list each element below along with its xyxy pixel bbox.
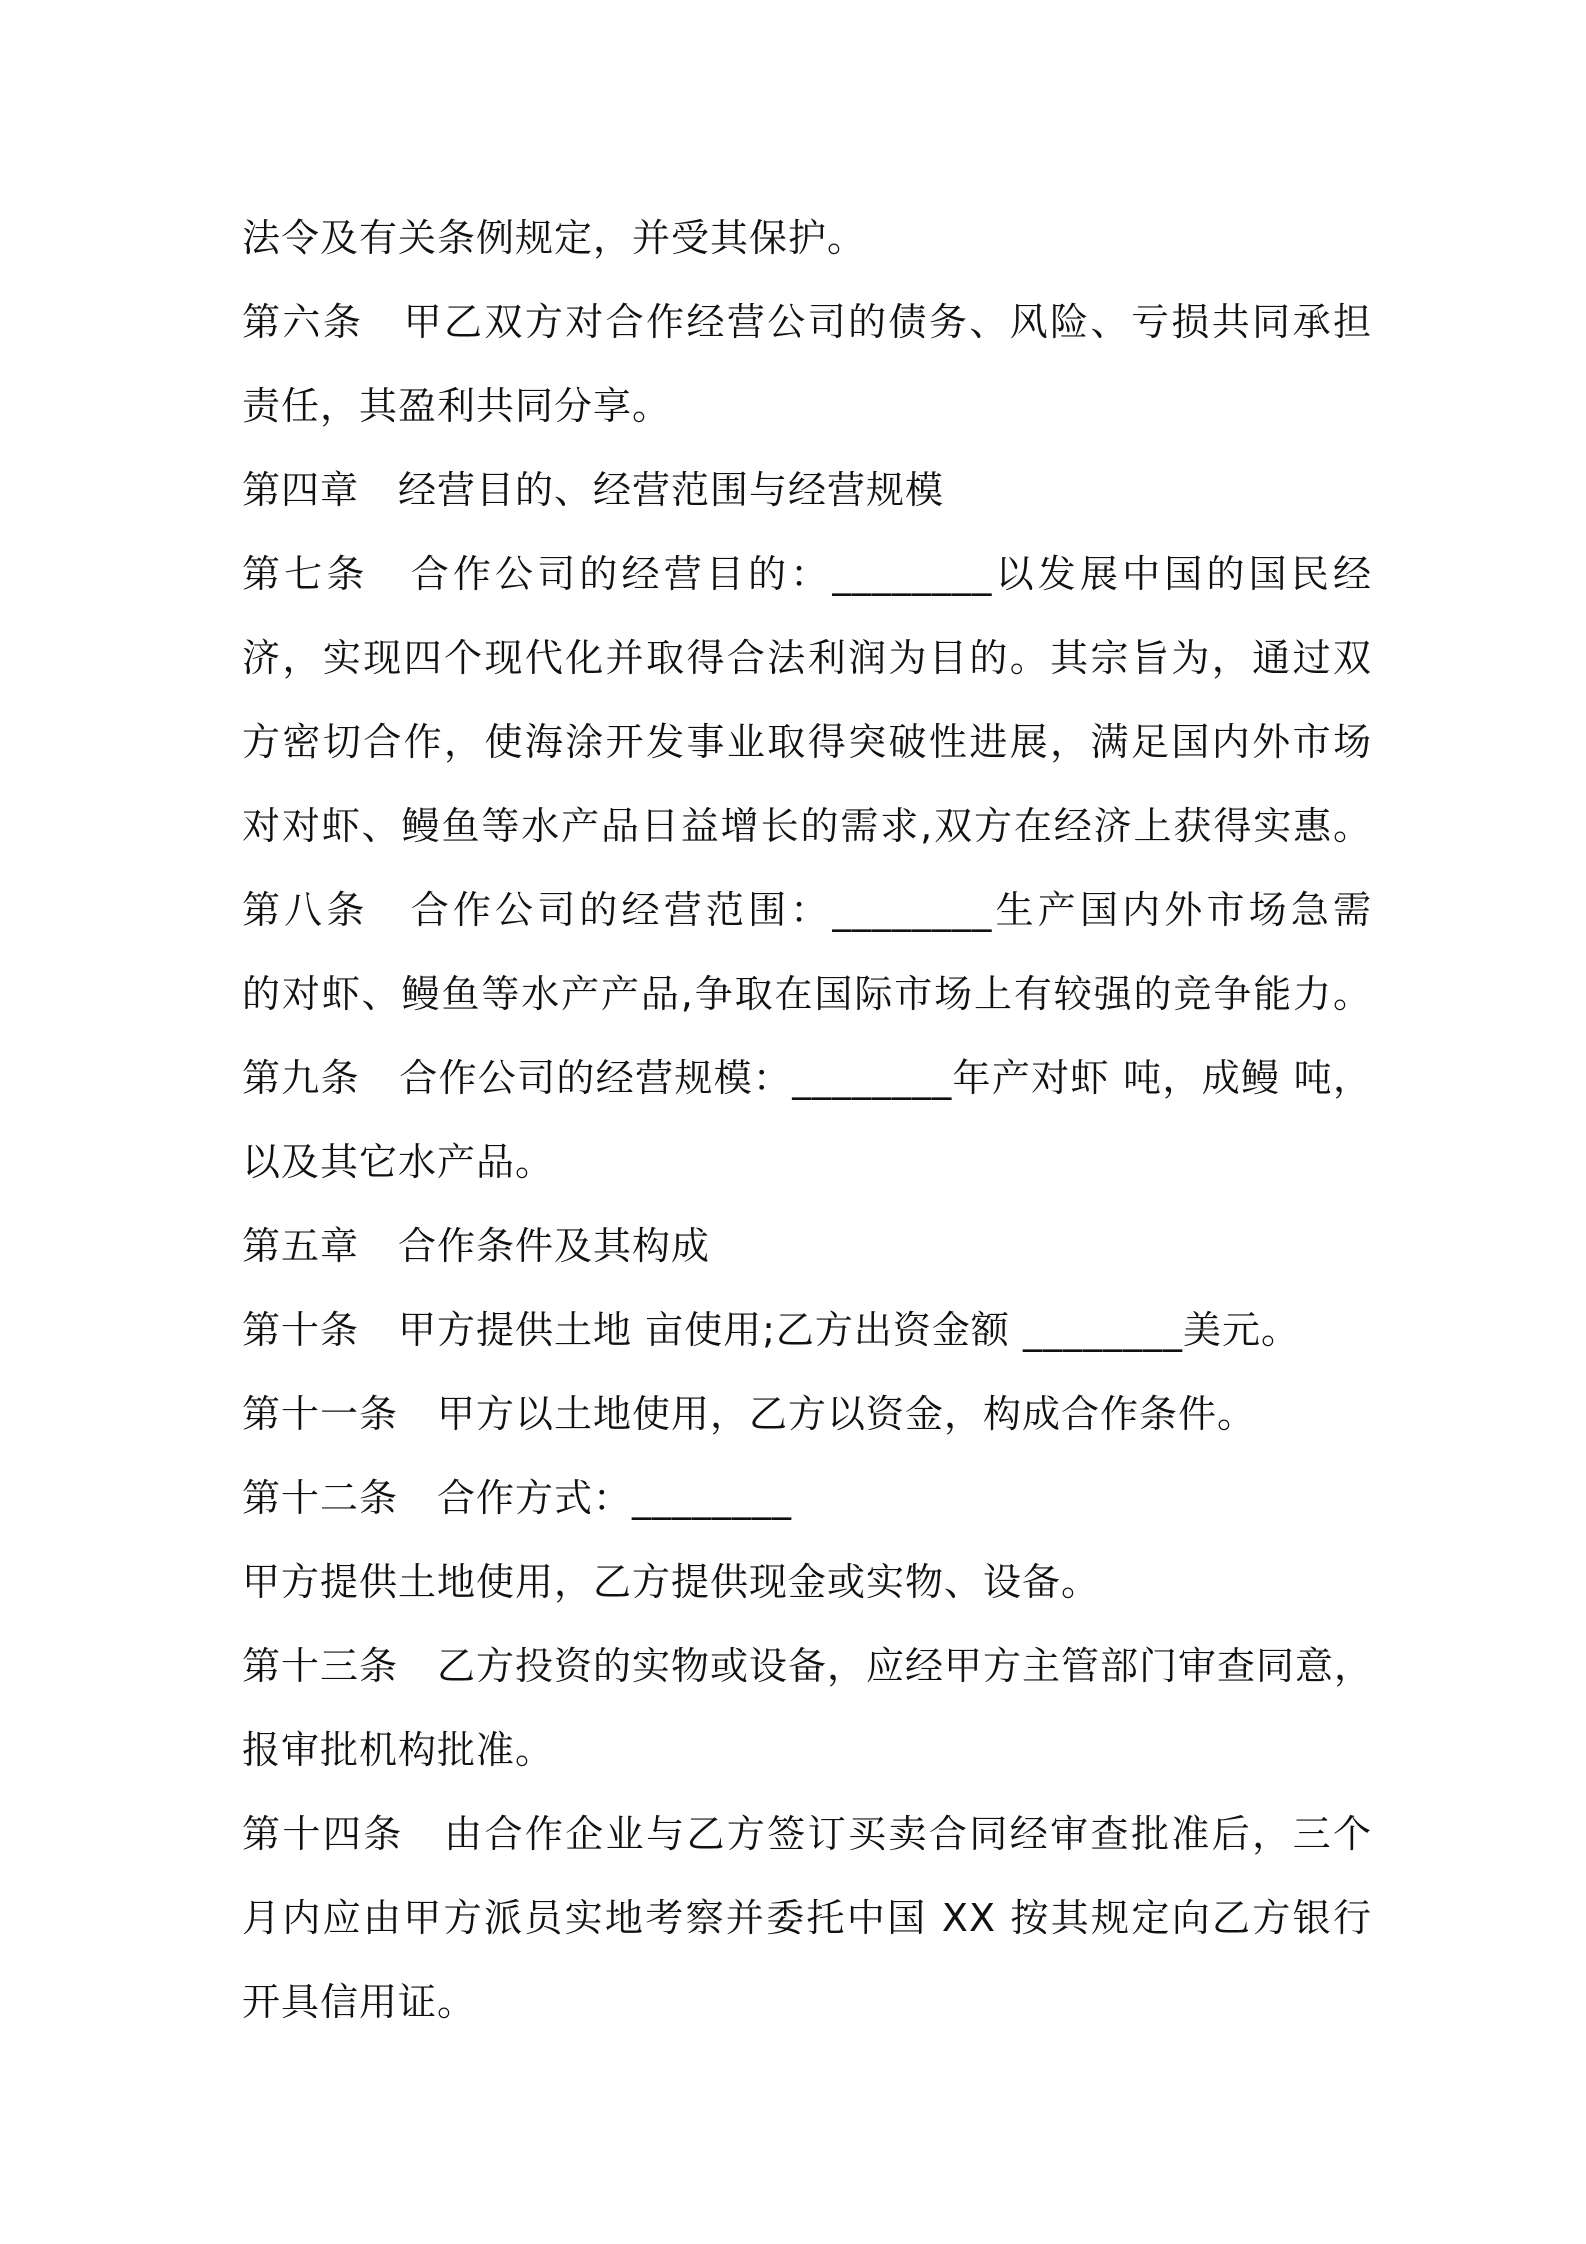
- article-11-line: 第十一条 甲方以土地使用，乙方以资金，构成合作条件。: [242, 1392, 1257, 1436]
- document-page: [242, 196, 1372, 2044]
- text-line: 报审批机构批准。: [242, 1728, 555, 1772]
- article-6-line: 第六条 甲乙双方对合作经营公司的债务、风险、亏损共同承担: [242, 300, 1372, 344]
- text-line: 甲方提供土地使用，乙方提供现金或实物、设备。: [242, 1560, 1101, 1604]
- text-line: 开具信用证。: [242, 1980, 477, 2024]
- text-line: 济，实现四个现代化并取得合法利润为目的。其宗旨为，通过双: [242, 636, 1372, 680]
- text-line: 的对虾、鳗鱼等水产产品,争取在国际市场上有较强的竞争能力。: [242, 972, 1372, 1016]
- text-line: 责任，其盈利共同分享。: [242, 384, 672, 428]
- article-13-line: 第十三条 乙方投资的实物或设备，应经甲方主管部门审查同意，: [242, 1644, 1374, 1688]
- text-line: 对对虾、鳗鱼等水产品日益增长的需求,双方在经济上获得实惠。: [242, 804, 1372, 848]
- chapter-4-heading: 第四章 经营目的、经营范围与经营规模: [242, 468, 945, 512]
- article-14-line: 第十四条 由合作企业与乙方签订买卖合同经审查批准后，三个: [242, 1812, 1372, 1856]
- chapter-5-heading: 第五章 合作条件及其构成: [242, 1224, 711, 1268]
- article-10-line: 第十条 甲方提供土地 亩使用;乙方出资金额 ________美元。: [242, 1308, 1300, 1352]
- article-12-line: 第十二条 合作方式：________: [242, 1476, 793, 1520]
- text-line: 方密切合作，使海涂开发事业取得突破性进展，满足国内外市场: [242, 720, 1372, 764]
- text-line: 以及其它水产品。: [242, 1140, 555, 1184]
- text-line: 月内应由甲方派员实地考察并委托中国 XX 按其规定向乙方银行: [242, 1896, 1372, 1940]
- text-line: 法令及有关条例规定，并受其保护。: [242, 216, 867, 260]
- article-8-line: 第八条 合作公司的经营范围：________生产国内外市场急需: [242, 888, 1372, 932]
- article-9-line: 第九条 合作公司的经营规模：________年产对虾 吨，成鳗 吨，: [242, 1056, 1372, 1100]
- article-7-line: 第七条 合作公司的经营目的：________以发展中国的国民经: [242, 552, 1372, 596]
